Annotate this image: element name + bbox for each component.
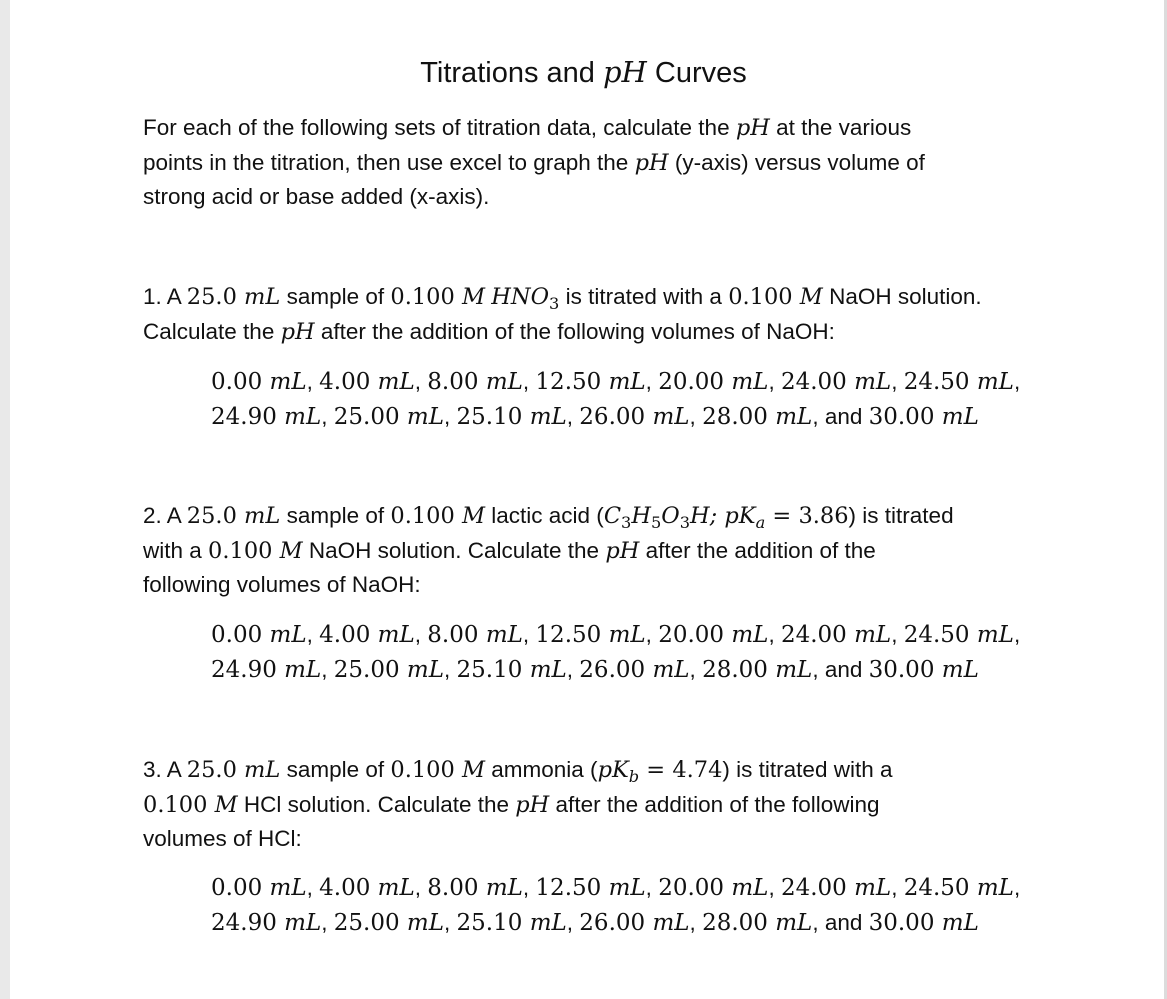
volume-unit: mL xyxy=(854,622,892,648)
volume-unit: mL xyxy=(377,875,415,901)
volume-value: 20.00 xyxy=(658,622,732,648)
volume-value: 12.50 xyxy=(535,369,609,395)
volume-value: 25.10 xyxy=(456,656,530,683)
volume-separator: , xyxy=(689,656,703,682)
volume-unit: mL xyxy=(269,369,307,395)
volume-value: 4.00 xyxy=(319,622,378,648)
volume-line-2 xyxy=(211,400,1091,435)
volume-value: 25.10 xyxy=(456,909,530,936)
volume-unit: mL xyxy=(854,369,892,395)
volume-value: 24.00 xyxy=(780,875,855,901)
volume-unit: mL xyxy=(731,875,769,901)
volume-unit: mL xyxy=(941,656,979,683)
volume-unit: mL xyxy=(608,622,646,648)
volume-value: 8.00 xyxy=(427,622,486,648)
volume-value: 30.00 xyxy=(868,656,942,683)
volume-unit: mL xyxy=(976,622,1014,648)
volume-value: 25.00 xyxy=(333,909,407,936)
volume-separator: , xyxy=(768,622,781,647)
volume-separator: , xyxy=(1013,622,1021,647)
volume-unit: mL xyxy=(269,875,307,901)
volume-value: 20.00 xyxy=(658,875,732,901)
volume-separator: , xyxy=(321,656,334,682)
volume-unit: mL xyxy=(485,875,523,901)
volume-separator: , xyxy=(768,369,781,394)
volume-line-2 xyxy=(211,653,1091,688)
volume-separator: , xyxy=(1013,369,1021,394)
volume-separator: , and xyxy=(812,909,869,935)
volume-separator: , xyxy=(414,622,428,647)
volume-separator: , xyxy=(891,875,904,900)
volume-unit: mL xyxy=(284,909,322,936)
volume-unit: mL xyxy=(608,875,646,901)
volume-value: 26.00 xyxy=(579,403,653,430)
volume-value: 0.00 xyxy=(211,622,270,648)
volume-separator: , xyxy=(444,403,457,429)
volume-unit: mL xyxy=(731,622,769,648)
volume-separator: , xyxy=(891,369,904,394)
volume-value: 8.00 xyxy=(427,875,486,901)
volume-value: 25.00 xyxy=(333,403,407,430)
volume-unit: mL xyxy=(775,403,813,430)
volume-value: 26.00 xyxy=(579,909,653,936)
volume-value: 24.00 xyxy=(780,622,855,648)
volume-unit: mL xyxy=(652,909,690,936)
volume-unit: mL xyxy=(941,403,979,430)
volume-separator: , xyxy=(566,656,580,682)
volume-unit: mL xyxy=(485,622,523,648)
volume-separator: , xyxy=(768,875,781,900)
volume-separator: , xyxy=(321,403,334,429)
volume-separator: , xyxy=(444,656,457,682)
volume-value: 24.50 xyxy=(903,875,977,901)
volume-unit: mL xyxy=(529,656,567,683)
page-title: Titrations and pH Curves xyxy=(420,55,747,89)
volume-value: 0.00 xyxy=(211,875,270,901)
volume-value: 0.00 xyxy=(211,369,270,395)
volume-value: 30.00 xyxy=(868,403,942,430)
volume-unit: mL xyxy=(529,403,567,430)
volume-unit: mL xyxy=(406,403,445,430)
volume-unit: mL xyxy=(608,369,646,395)
volume-unit: mL xyxy=(976,369,1014,395)
volume-unit: mL xyxy=(775,656,813,683)
volume-value: 20.00 xyxy=(658,369,732,395)
volume-unit: mL xyxy=(406,909,445,936)
problem-3-volumes xyxy=(211,871,1091,940)
volume-unit: mL xyxy=(652,403,690,430)
volume-separator: , xyxy=(306,875,320,900)
volume-value: 28.00 xyxy=(702,656,776,683)
volume-separator: , xyxy=(414,369,428,394)
volume-value: 24.50 xyxy=(903,369,977,395)
problem-2-volumes xyxy=(211,618,1091,687)
volume-value: 28.00 xyxy=(702,909,776,936)
volume-separator: , and xyxy=(812,656,869,682)
volume-separator: , xyxy=(566,403,580,429)
volume-unit: mL xyxy=(269,622,307,648)
volume-separator: , xyxy=(566,909,580,935)
volume-separator: , xyxy=(689,909,703,935)
volume-value: 4.00 xyxy=(319,369,378,395)
volume-separator: , xyxy=(689,403,703,429)
volume-line-1 xyxy=(211,871,1091,906)
volume-separator: , xyxy=(645,622,659,647)
volume-line-1 xyxy=(211,365,1091,400)
volume-separator: , xyxy=(645,875,659,900)
volume-separator: , xyxy=(444,909,457,935)
volume-separator: , xyxy=(321,909,334,935)
volume-value: 12.50 xyxy=(535,622,609,648)
volume-unit: mL xyxy=(652,656,690,683)
volume-unit: mL xyxy=(485,369,523,395)
volume-separator: , xyxy=(522,369,536,394)
volume-unit: mL xyxy=(284,656,322,683)
volume-unit: mL xyxy=(529,909,567,936)
intro-paragraph: For each of the following sets of titration data, calculate the pH at the various points in the titration, then use excel to graph the pH (y-axis) versus volume of strong acid or base added (x-axis). xyxy=(143,115,925,209)
problem-2-text: 2. A 25.0 mL sample of 0.100 M lactic acid ($C_3H_5O_3H$; $pK_a = 3.86$) is titrated with a 0.100 M NaOH solution. Calculate the pH after the addition of the following volumes of NaOH: xyxy=(143,503,954,597)
volume-unit: mL xyxy=(854,875,892,901)
volume-value: 25.00 xyxy=(333,656,407,683)
volume-separator: , xyxy=(645,369,659,394)
volume-value: 28.00 xyxy=(702,403,776,430)
volume-separator: , xyxy=(306,369,320,394)
volume-value: 4.00 xyxy=(319,875,378,901)
volume-value: 24.90 xyxy=(211,909,285,936)
volume-value: 25.10 xyxy=(456,403,530,430)
volume-value: 24.50 xyxy=(903,622,977,648)
volume-value: 26.00 xyxy=(579,656,653,683)
volume-line-1 xyxy=(211,618,1091,653)
problem-1-volumes xyxy=(211,365,1091,434)
volume-unit: mL xyxy=(775,909,813,936)
volume-value: 12.50 xyxy=(535,875,609,901)
volume-unit: mL xyxy=(976,875,1014,901)
volume-unit: mL xyxy=(406,656,445,683)
volume-unit: mL xyxy=(284,403,322,430)
volume-unit: mL xyxy=(941,909,979,936)
volume-separator: , xyxy=(891,622,904,647)
volume-unit: mL xyxy=(377,369,415,395)
volume-value: 24.00 xyxy=(780,369,855,395)
volume-unit: mL xyxy=(377,622,415,648)
volume-separator: , and xyxy=(812,403,869,429)
problem-1-text: 1. A 25.0 mL sample of 0.100 M $HNO_3$ is titrated with a 0.100 M NaOH solution. Calculate the pH after the addition of the following volumes of NaOH: xyxy=(143,284,982,345)
volume-separator: , xyxy=(522,875,536,900)
problem-3-text: 3. A 25.0 mL sample of 0.100 M ammonia $(pK_b = 4.74)$ is titrated with a 0.100 M HCl solution. Calculate the pH after the addition of the following volumes of HCl: xyxy=(143,757,893,851)
volume-separator: , xyxy=(1013,875,1021,900)
volume-separator: , xyxy=(522,622,536,647)
volume-value: 24.90 xyxy=(211,403,285,430)
volume-separator: , xyxy=(414,875,428,900)
volume-value: 30.00 xyxy=(868,909,942,936)
volume-separator: , xyxy=(306,622,320,647)
volume-value: 8.00 xyxy=(427,369,486,395)
volume-unit: mL xyxy=(731,369,769,395)
volume-line-2 xyxy=(211,906,1091,941)
volume-value: 24.90 xyxy=(211,656,285,683)
